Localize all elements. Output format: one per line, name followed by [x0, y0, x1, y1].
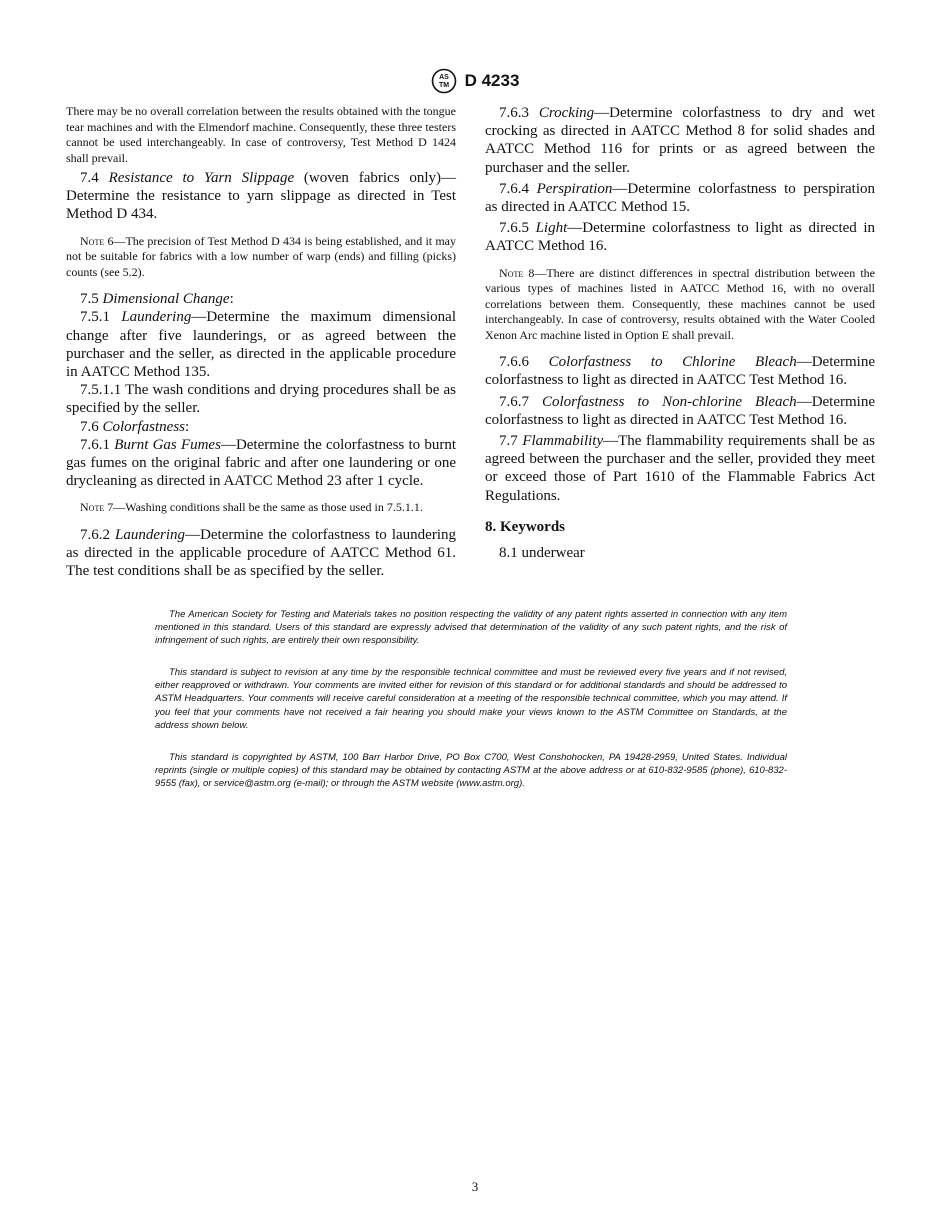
section-7-6: 7.6 Colorfastness: — [80, 418, 190, 435]
page-number: 3 — [471, 1179, 479, 1194]
page-header — [0, 68, 950, 94]
footer-patent-notice — [155, 608, 787, 648]
footer-revision-notice — [155, 666, 787, 732]
section-7-7: 7.7 Flammability—The flammability requirements shall be as agreed between the purchaser and the seller, provided they meet or exceed those of Part 1610 of the Flammable Fabrics Act Regulations. — [485, 432, 876, 504]
section-7-4: 7.4 Resistance to Yarn Slippage (woven fabrics only)—Determine the resistance to yarn slippage as directed in Test Method D 434. — [66, 170, 456, 223]
section-7-6-5: 7.6.5 Light—Determine colorfastness to light as directed in AATCC Method 16. — [485, 220, 876, 255]
section-7-6-4: 7.6.4 Perspiration—Determine colorfastness to perspiration as directed in AATCC Method 15. — [485, 180, 875, 216]
section-7-6-6: 7.6.6 Colorfastness to Chlorine Bleach—Determine colorfastness to light as directed in AATCC Test Method 16. — [485, 354, 876, 389]
right-column — [485, 104, 875, 562]
svg-text:TM: TM — [438, 82, 449, 89]
note-8: Note 8—There are distinct differences in spectral distribution between the various types of machines listed in AATCC Method 16, with no overall correlations between them. Consequently, these machines cannot be used interchangeably. In case of controversy, results obtained with the Water Cooled Xenon Arc machine listed in Option E shall prevail. — [485, 265, 875, 342]
section-7-5: 7.5 Dimensional Change: — [80, 291, 234, 308]
standard-designation: D 4233 — [464, 71, 520, 90]
section-7-6-2: 7.6.2 Laundering—Determine the colorfastness to laundering as directed in the applicable procedure of AATCC Method 61. The test conditions shall be as specified by the seller. — [66, 526, 456, 580]
astm-logo-icon — [431, 68, 457, 94]
section-7-6-1: 7.6.1 Burnt Gas Fumes—Determine the colorfastness to burnt gas fumes on the original fabric and after one laundering or one drycleaning as directed in AATCC Method 23 after 1 cycle. — [66, 436, 457, 490]
section-8-1: 8.1 underwear — [499, 544, 585, 561]
svg-text:AS: AS — [438, 74, 449, 81]
section-7-6-7: 7.6.7 Colorfastness to Non-chlorine Bleach—Determine colorfastness to light as directed in AATCC Test Method 16. — [485, 393, 875, 428]
note-7: Note 7—Washing conditions shall be the same as those used in 7.5.1.1. — [80, 500, 423, 515]
footer-paragraph-1: The American Society for Testing and Materials takes no position respecting the validity of any patent rights asserted in connection with any item mentioned in this standard. Users of this standard are expressly advised that determination of the validity of any such patent rights, and the risk of infringement of such rights, are entirely their own responsibility. — [155, 609, 787, 647]
footer-copyright-notice — [155, 751, 787, 791]
section-7-6-3: 7.6.3 Crocking—Determine colorfastness to dry and wet crocking as directed in AATCC Method 8 for solid shades and AATCC Method 116 for prints or as agreed between the purchaser and the seller. — [485, 105, 876, 176]
footer-paragraph-3: This standard is copyrighted by ASTM, 100 Barr Harbor Drive, PO Box C700, West Conshohocken, PA 19428-2959, United States. Individual reprints (single or multiple copies) of this standard may be obtained by contacting ASTM at the above address or at 610-832-9585 (phone), 610-832-9555 (fax), or service@astm.org (e-mail); or through the ASTM website (www.astm.org). — [155, 752, 787, 790]
keywords-heading: 8. Keywords — [485, 518, 565, 535]
intro-note-text: There may be no overall correlation between the results obtained with the tongue tear machines and with the Elmendorf machine. Consequently, these three testers cannot be used interchangeably. In case of controversy, Test Method D 1424 shall prevail. — [66, 104, 456, 165]
left-column — [66, 104, 456, 580]
note-6: Note 6—The precision of Test Method D 434 is being established, and it may not be suitable for fabrics with a low number of warp (ends) and filling (picks) counts (see 5.2). — [66, 233, 456, 279]
footer-paragraph-2: This standard is subject to revision at any time by the responsible technical committee and must be reviewed every five years and if not revised, either reapproved or withdrawn. Your comments are invited either for revision of this standard or for additional standards and should be addressed to ASTM Headquarters. Your comments will receive careful consideration at a meeting of the responsible technical committee, which you may attend. If you feel that your comments have not received a fair hearing you should make your views known to the ASTM Committee on Standards, at the address shown below. — [155, 667, 787, 731]
section-7-5-1-1: 7.5.1.1 The wash conditions and drying procedures shall be as specified by the seller. — [66, 382, 456, 417]
section-7-5-1: 7.5.1 Laundering—Determine the maximum dimensional change after five launderings, or as agreed between the purchaser and the seller, as directed in the applicable procedure in AATCC Method 135. — [66, 309, 457, 380]
